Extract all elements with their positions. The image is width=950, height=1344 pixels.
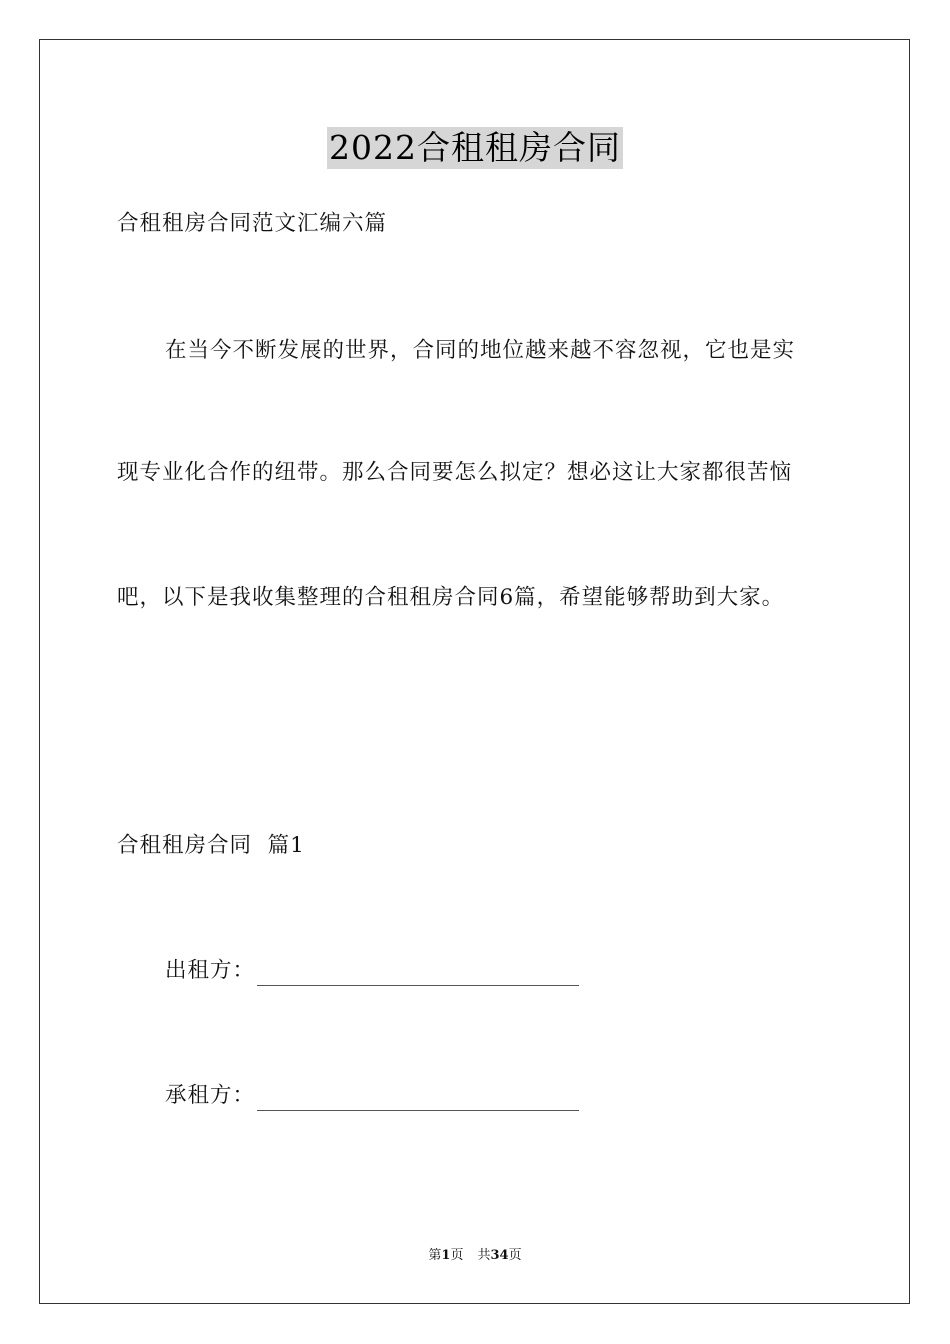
intro-line-2: 现专业化合作的纽带。那么合同要怎么拟定？想必这让大家都很苦恼 [117,460,793,485]
section-heading: 合租租房合同 篇1 [117,833,305,858]
title-container [0,127,950,169]
page-prefix: 第 [428,1248,442,1263]
intro-line-3: 吧，以下是我收集整理的合租租房合同6篇，希望能够帮助到大家。 [117,585,785,610]
lessee-field [165,1081,579,1111]
total-suffix: 页 [508,1248,522,1263]
lessor-label: 出租方： [165,958,256,983]
page-footer [0,1247,950,1265]
lessor-field [165,956,579,986]
total-pages: 34 [490,1248,509,1263]
intro-line-1: 在当今不断发展的世界，合同的地位越来越不容忽视，它也是实 [165,338,796,363]
document-subtitle: 合租租房合同范文汇编六篇 [117,211,388,236]
total-prefix: 共 [477,1248,491,1263]
lessee-blank-line [257,1088,579,1111]
document-title: 2022合租租房合同 [329,128,621,167]
page-number: 1 [441,1248,451,1263]
lessee-label: 承租方： [165,1083,256,1108]
page-suffix: 页 [450,1248,464,1263]
lessor-blank-line [257,963,579,986]
